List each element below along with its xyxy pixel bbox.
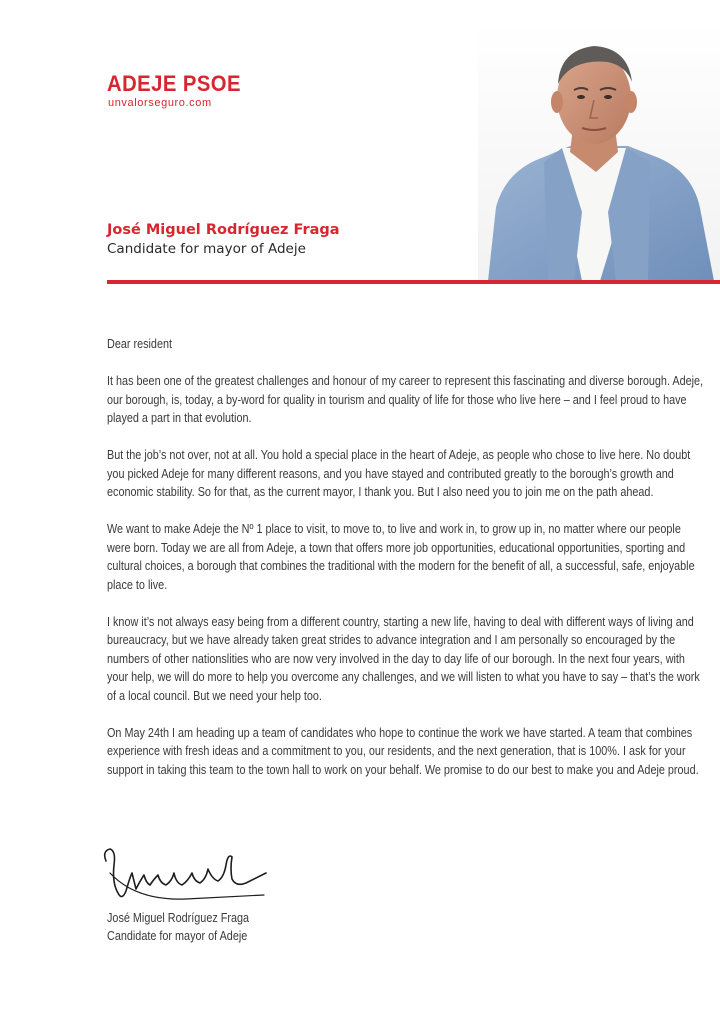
letter-paragraph: We want to make Adeje the Nº 1 place to visit, to move to, to live and work in, to grow up in, no matter where our people were born. Today we are all from Adeje, a town that offers more job opportunities, educational opportunities, sporting and cultural choices, a borough that combines the traditional with the modern for the benefit of all, a successful, safe, enjoyable place to live.: [107, 522, 695, 592]
candidate-portrait: [478, 22, 720, 281]
signatory-role: Candidate for mayor of Adeje: [107, 929, 248, 943]
signatory-name: José Miguel Rodríguez Fraga: [107, 911, 250, 925]
letter-paragraph: But the job’s not over, not at all. You hold a special place in the heart of Adeje, as people who chose to live here. No doubt you picked Adeje for many different reasons, and you have stayed and contributed greatly to the borough’s growth and economic stability. So for that, as the current mayor, I thank you. But I also need you to join me on the path ahead.: [107, 448, 691, 499]
candidate-name: José Miguel Rodríguez Fraga: [107, 222, 340, 238]
letter-paragraph: I know it’s not always easy being from a different country, starting a new life, having to deal with different ways of living and bureaucracy, but we have already taken great strides to advance integration and I am personally so encouraged by the numbers of other nationslities who are now very involved in the day to day life of our borough. In the next four years, with your help, we will do more to help you overcome any challenges, and we will listen to what you have to say – that’s the work of a local council. But we need your help too.: [107, 614, 700, 703]
letter-paragraph: On May 24th I am heading up a team of candidates who hope to continue the work we have started. A team that combines experience with fresh ideas and a commitment to you, our residents, and the next generation, that is 100%. I ask for your support in taking this team to the town hall to work on your behalf. We promise to do our best to make you and Adeje proud.: [107, 725, 699, 777]
letter-paragraph: It has been one of the greatest challenges and honour of my career to represent this fascinating and diverse borough. Adeje, our borough, is, today, a by-word for quality in tourism and quality of life for those who live here – and I feel proud to have played a part in that evolution.: [107, 374, 704, 425]
logo-title: ADEJE PSOE: [107, 71, 241, 96]
letter-body: [107, 335, 704, 798]
handwritten-signature: [96, 843, 271, 913]
letter-greeting: Dear resident: [107, 337, 173, 351]
candidate-role: Candidate for mayor of Adeje: [107, 241, 306, 257]
logo-url: unvalorseguro.com: [108, 97, 212, 109]
header-divider: [107, 280, 720, 284]
